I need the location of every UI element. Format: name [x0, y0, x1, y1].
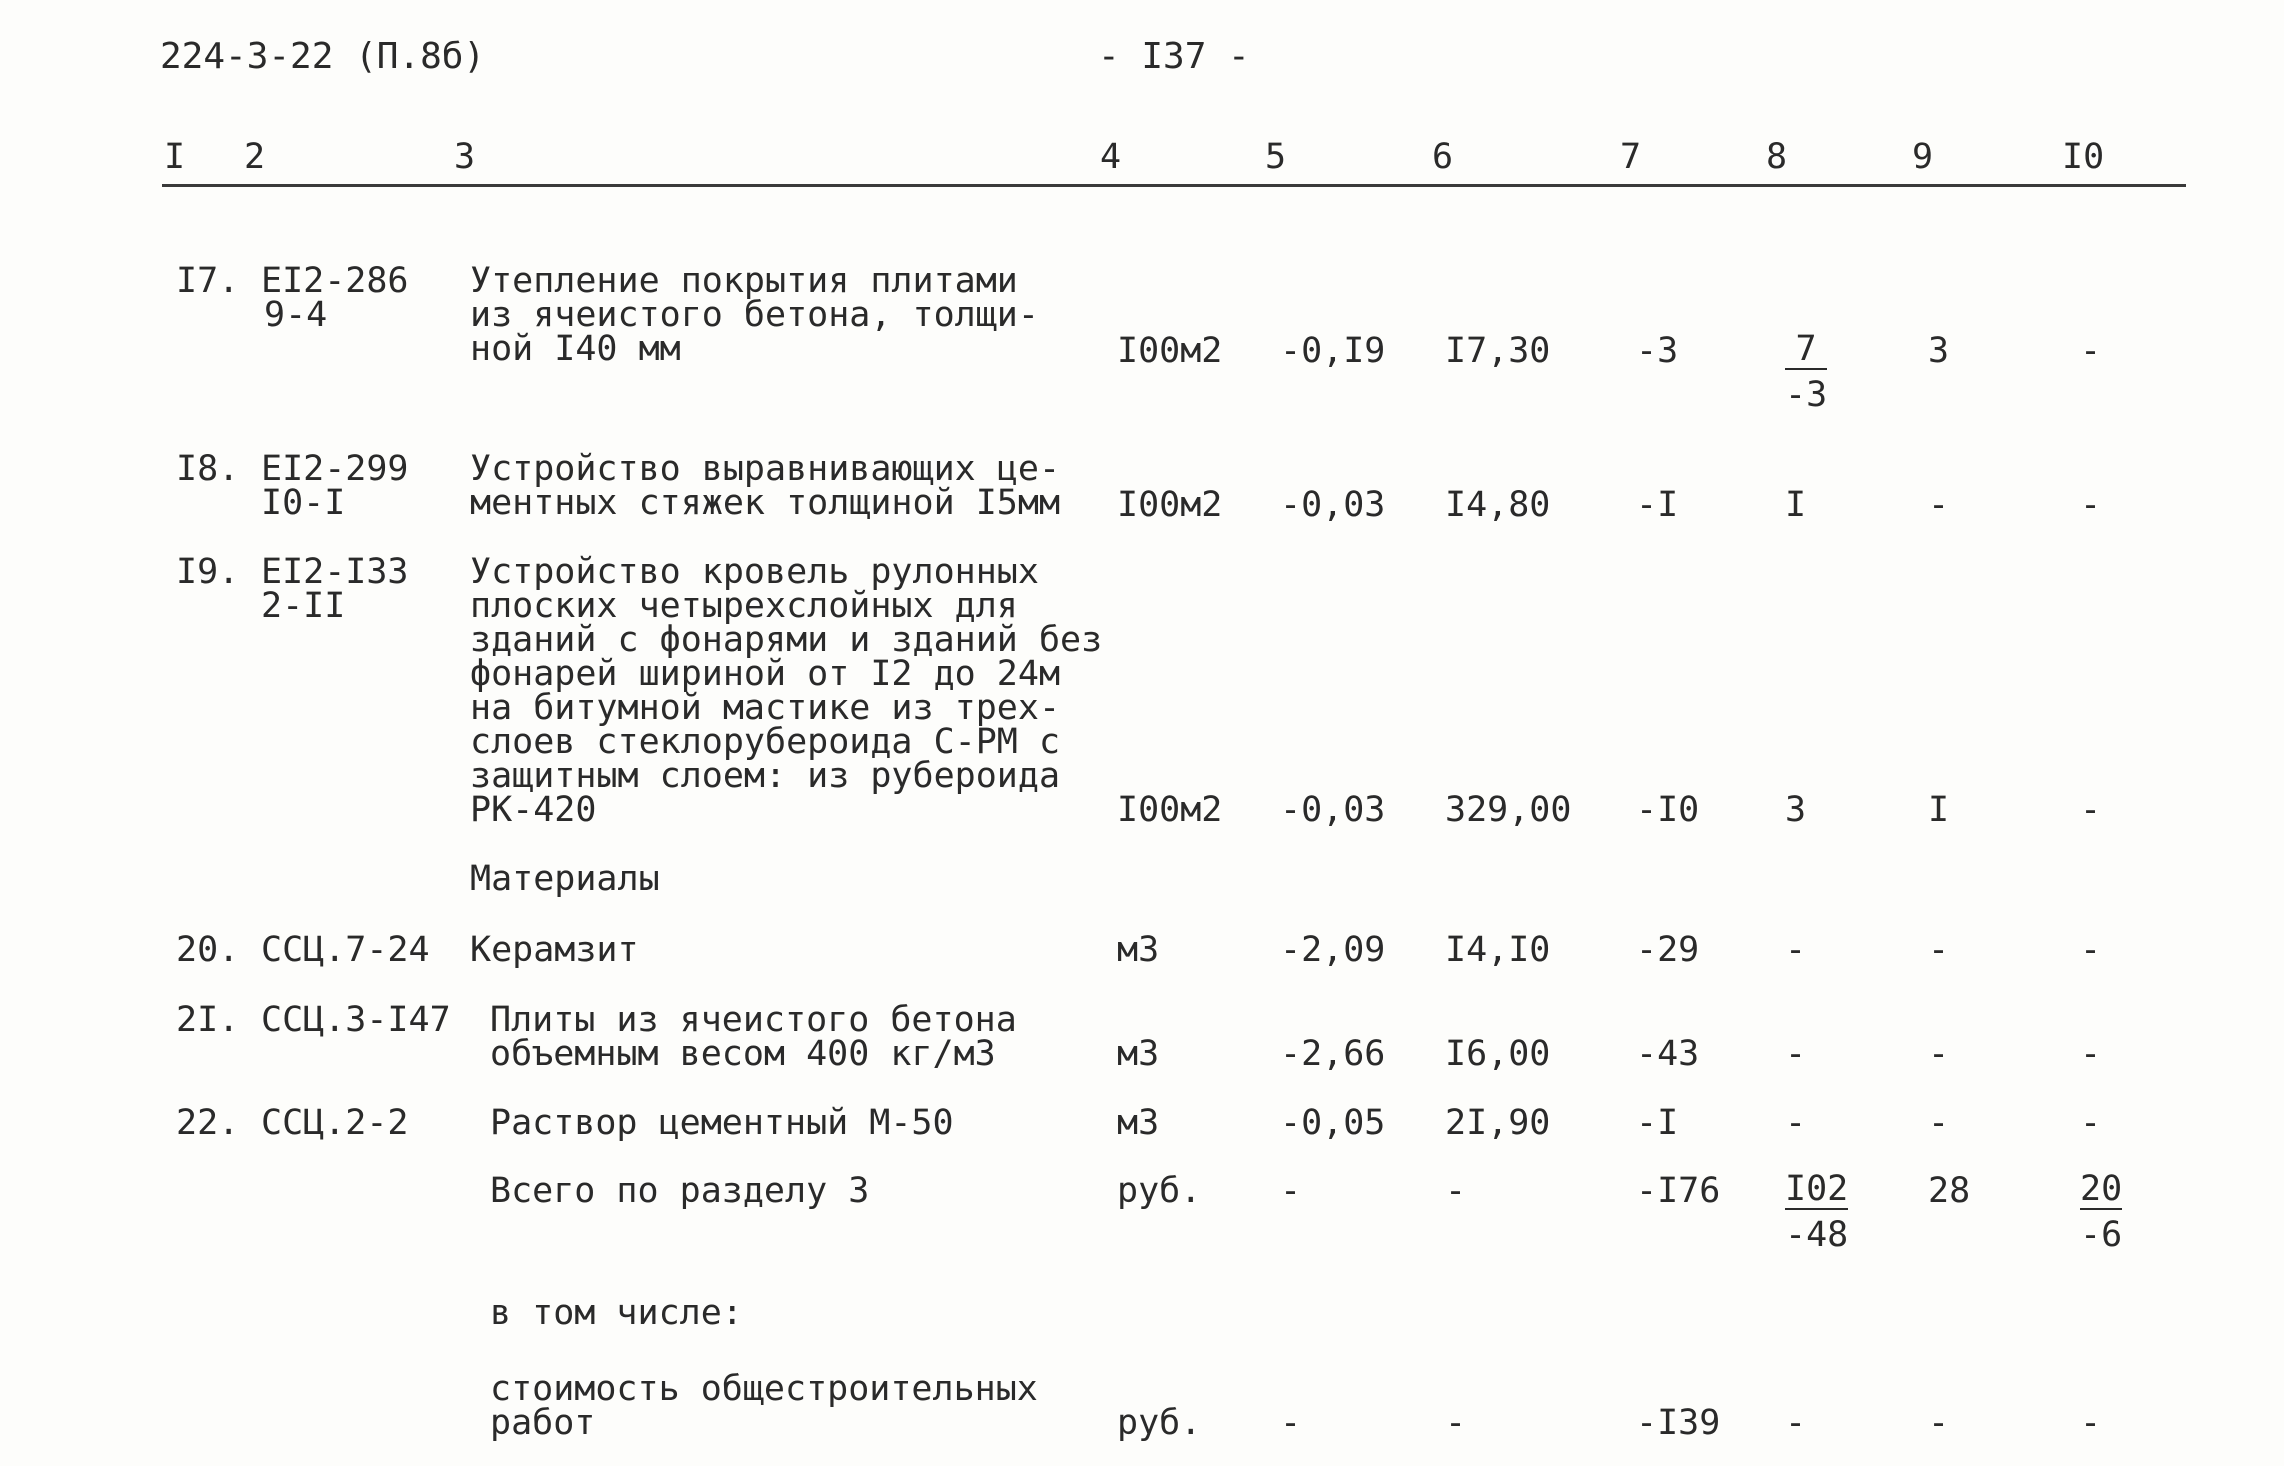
row-description: Раствор цементный М-50 [490, 1103, 954, 1143]
fraction-denominator: -3 [1785, 375, 1828, 415]
row-description: Керамзит [470, 930, 639, 970]
row-unit: руб. [1117, 1171, 1202, 1211]
row-unit: I00м2 [1117, 485, 1223, 525]
row-number: I9. [176, 552, 240, 592]
row-unit: м3 [1117, 1034, 1160, 1074]
row-col6: I4,80 [1445, 485, 1551, 525]
row-col7: -43 [1636, 1034, 1700, 1074]
row-col10-fraction [2080, 1170, 2122, 1260]
row-unit: м3 [1117, 930, 1160, 970]
row-col5: -2,09 [1280, 930, 1386, 970]
row-col7: -I39 [1636, 1403, 1721, 1443]
row-col5: -2,66 [1280, 1034, 1386, 1074]
row-col9: - [1928, 1403, 1950, 1443]
fraction-denominator: -48 [1785, 1215, 1849, 1255]
col-header-6: 6 [1432, 137, 1454, 177]
col-header-10: I0 [2062, 137, 2105, 177]
row-col8: - [1785, 1103, 1807, 1143]
row-col6: 2I,90 [1445, 1103, 1551, 1143]
row-col5: -0,I9 [1280, 331, 1386, 371]
row-code: ЕI2-286 9-4 [261, 261, 409, 335]
materials-heading: Материалы [470, 859, 660, 899]
row-col8: 3 [1785, 790, 1807, 830]
row-unit: I00м2 [1117, 331, 1223, 371]
row-col8: - [1785, 1034, 1807, 1074]
row-col8: I [1785, 485, 1807, 525]
row-description: Утепление покрытия плитами из ячеистого бетона, толщи- ной I40 мм [470, 261, 1039, 369]
row-col9: 3 [1928, 331, 1950, 371]
row-col6: I6,00 [1445, 1034, 1551, 1074]
row-col5: -0,05 [1280, 1103, 1386, 1143]
row-col8: - [1785, 930, 1807, 970]
row-col5: -0,03 [1280, 790, 1386, 830]
total-label: Всего по разделу 3 [490, 1171, 870, 1211]
row-col9: 28 [1928, 1171, 1971, 1211]
col-header-2: 2 [244, 137, 266, 177]
row-number: I7. [176, 261, 240, 301]
row-unit: руб. [1117, 1403, 1202, 1443]
col-header-3: 3 [454, 137, 476, 177]
fraction-numerator: 20 [2080, 1169, 2123, 1209]
row-number: I8. [176, 449, 240, 489]
row-description: Устройство кровель рулонных плоских четырехслойных для зданий с фонарями и зданий без фонарей шириной от I2 до 24м на битумной мастике из трех- слоев стеклорубероида С-РМ с защитным слоем: из рубероида РК-420 [470, 552, 1103, 830]
row-col8-fraction [1785, 330, 1827, 420]
col-header-7: 7 [1620, 137, 1642, 177]
row-col8: - [1785, 1403, 1807, 1443]
row-description: Устройство выравнивающих це- ментных стяжек толщиной I5мм [470, 449, 1061, 523]
document-reference: 224-3-22 (П.8б) [160, 36, 486, 77]
row-col9: - [1928, 1034, 1950, 1074]
row-col5: -0,03 [1280, 485, 1386, 525]
row-number: 2I. [176, 1000, 240, 1040]
col-header-5: 5 [1265, 137, 1287, 177]
row-col6: 329,00 [1445, 790, 1572, 830]
col-header-9: 9 [1912, 137, 1934, 177]
row-col8-fraction [1785, 1170, 1848, 1260]
row-col5: - [1280, 1403, 1302, 1443]
row-unit: м3 [1117, 1103, 1160, 1143]
col-header-4: 4 [1100, 137, 1122, 177]
col-header-1: I [164, 137, 186, 177]
row-col5: - [1280, 1171, 1302, 1211]
row-col9: I [1928, 790, 1950, 830]
row-col10: - [2080, 1103, 2102, 1143]
fraction-numerator: 7 [1785, 330, 1827, 370]
row-col7: -I76 [1636, 1171, 1721, 1211]
row-col7: -I [1636, 1103, 1679, 1143]
row-col6: - [1445, 1171, 1467, 1211]
row-number: 20. [176, 930, 240, 970]
row-col6: I7,30 [1445, 331, 1551, 371]
col-header-8: 8 [1766, 137, 1788, 177]
row-col9: - [1928, 485, 1950, 525]
row-col10: - [2080, 485, 2102, 525]
row-unit: I00м2 [1117, 790, 1223, 830]
header-rule [162, 184, 2186, 187]
fraction-denominator: -6 [2080, 1215, 2123, 1255]
row-col10: - [2080, 930, 2102, 970]
row-code: ССЦ.7-24 [261, 930, 430, 970]
row-number: 22. [176, 1103, 240, 1143]
row-col9: - [1928, 1103, 1950, 1143]
row-col6: I4,I0 [1445, 930, 1551, 970]
row-col10: - [2080, 1403, 2102, 1443]
row-col10: - [2080, 1034, 2102, 1074]
row-col6: - [1445, 1403, 1467, 1443]
row-col9: - [1928, 930, 1950, 970]
row-code: ЕI2-I33 2-II [261, 552, 409, 626]
including-label: в том числе: [490, 1293, 743, 1333]
total-label: стоимость общестроительных работ [490, 1369, 1038, 1443]
row-col7: -3 [1636, 331, 1679, 371]
row-code: ССЦ.2-2 [261, 1103, 409, 1143]
page-number: - I37 - [1098, 36, 1250, 77]
row-description: Плиты из ячеистого бетона объемным весом 400 кг/м3 [490, 1000, 1017, 1074]
row-col7: -I0 [1636, 790, 1700, 830]
row-col10: - [2080, 790, 2102, 830]
row-code: ЕI2-299 I0-I [261, 449, 409, 523]
row-col7: -29 [1636, 930, 1700, 970]
row-col7: -I [1636, 485, 1679, 525]
row-col10: - [2080, 331, 2102, 371]
fraction-numerator: I02 [1785, 1169, 1849, 1209]
row-code: ССЦ.3-I47 [261, 1000, 451, 1040]
